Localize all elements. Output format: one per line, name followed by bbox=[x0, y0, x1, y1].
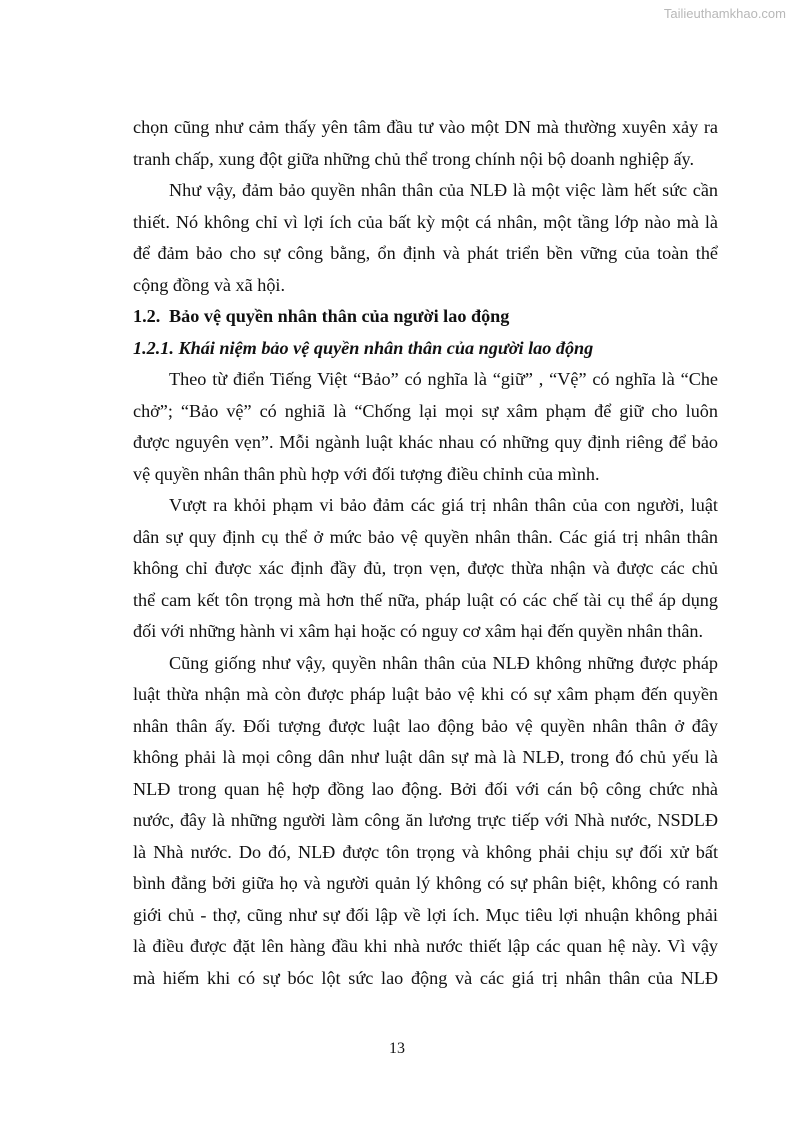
watermark: Tailieuthamkhao.com bbox=[663, 6, 786, 21]
paragraph bbox=[133, 364, 718, 490]
text-line: cộng đồng và xã hội. bbox=[133, 274, 286, 295]
text-line: nước, đây là những người làm công ăn lương trực tiếp với Nhà nước, NSDLĐ bbox=[133, 810, 718, 830]
text-line: tranh chấp, xung đột giữa những chủ thể trong chính nội bộ doanh nghiệp ấy. bbox=[133, 148, 695, 169]
text-line: mà hiếm khi có sự bóc lột sức lao động và các giá trị nhân thân của NLĐ bbox=[133, 967, 718, 988]
text-line: không chỉ được xác định đầy đủ, trọn vẹn, được thừa nhận và được các chủ bbox=[133, 558, 718, 578]
text-line: thiết. Nó không chỉ vì lợi ích của bất kỳ một cá nhân, một tầng lớp nào mà là bbox=[133, 211, 718, 232]
text-line: thể cam kết tôn trọng mà hơn thế nữa, pháp luật có các chế tài cụ thể áp dụng bbox=[133, 589, 718, 610]
text-line: là Nhà nước. Do đó, NLĐ được tôn trọng và không phải chịu sự đối xử bất bbox=[133, 841, 718, 862]
text-line: Cũng giống như vậy, quyền nhân thân của NLĐ không những được pháp bbox=[169, 652, 718, 673]
document-body bbox=[133, 112, 718, 994]
paragraph bbox=[133, 648, 718, 995]
subsection-heading: 1.2.1. Khái niệm bảo vệ quyền nhân thân của người lao động bbox=[133, 337, 594, 358]
section-title: Bảo vệ quyền nhân thân của người lao động bbox=[169, 306, 510, 326]
text-line: luật thừa nhận mà còn được pháp luật bảo vệ khi có sự xâm phạm đến quyền bbox=[133, 684, 718, 704]
text-line: NLĐ trong quan hệ hợp đồng lao động. Bởi đối với cán bộ công chức nhà bbox=[133, 778, 718, 799]
paragraph bbox=[133, 490, 718, 648]
text-line: không phải là mọi công dân như luật dân sự mà là NLĐ, trong đó chủ yếu là bbox=[133, 747, 718, 767]
text-line: đối với những hành vi xâm hại hoặc có nguy cơ xâm hại đến quyền nhân thân. bbox=[133, 621, 704, 641]
section-number: 1.2. bbox=[133, 306, 161, 326]
paragraph bbox=[133, 112, 718, 175]
text-line: Như vậy, đảm bảo quyền nhân thân của NLĐ là một việc làm hết sức cần bbox=[169, 180, 718, 200]
text-line: để đảm bảo cho sự công bằng, ổn định và phát triển bền vững của toàn thể bbox=[133, 243, 718, 263]
text-line: bình đẳng bởi giữa họ và người quản lý không có sự phân biệt, không có ranh bbox=[133, 873, 718, 893]
text-line: nhân thân ấy. Đối tượng được luật lao động bảo vệ quyền nhân thân ở đây bbox=[133, 715, 718, 736]
text-line: vệ quyền nhân thân phù hợp với đối tượng điều chỉnh của mình. bbox=[133, 463, 600, 484]
text-line: được nguyên vẹn”. Mỗi ngành luật khác nhau có những quy định riêng để bảo bbox=[133, 432, 718, 452]
section-heading bbox=[133, 301, 718, 333]
text-line: Theo từ điển Tiếng Việt “Bảo” có nghĩa là “giữ” , “Vệ” có nghĩa là “Che bbox=[169, 369, 718, 389]
text-line: dân sự quy định cụ thể ở mức bảo vệ quyền nhân thân. Các giá trị nhân thân bbox=[133, 526, 718, 547]
page-number: 13 bbox=[389, 1040, 405, 1057]
text-line: là điều được đặt lên hàng đầu khi nhà nước thiết lập các quan hệ này. Vì vậy bbox=[133, 936, 718, 956]
text-line: Vượt ra khỏi phạm vi bảo đảm các giá trị nhân thân của con người, luật bbox=[169, 495, 718, 515]
paragraph bbox=[133, 175, 718, 301]
text-line: chọn cũng như cảm thấy yên tâm đầu tư vào một DN mà thường xuyên xảy ra bbox=[133, 117, 718, 137]
text-line: giới chủ - thợ, cũng như sự đối lập về lợi ích. Mục tiêu lợi nhuận không phải bbox=[133, 904, 718, 925]
text-line: chở”; “Bảo vệ” có nghiã là “Chống lại mọi sự xâm phạm để giữ cho luôn bbox=[133, 400, 718, 421]
